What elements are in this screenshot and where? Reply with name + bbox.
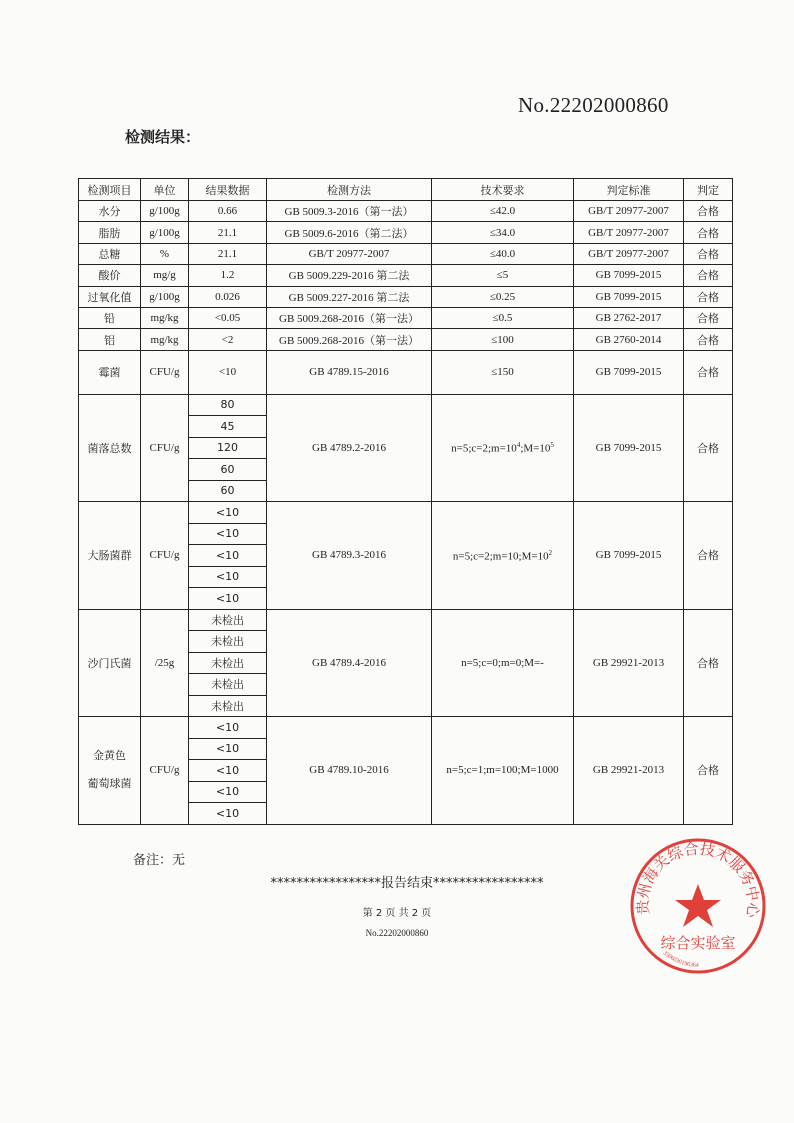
item-cell: 铅 [79, 307, 141, 328]
footer-report-number: No.22202000860 [365, 928, 429, 938]
requirement-part: n=5;c=2;m=10 [451, 442, 517, 455]
result-cell: 0.026 [189, 286, 267, 307]
item-cell [79, 502, 141, 610]
method-cell: GB 5009.6-2016（第二法） [267, 222, 432, 243]
unit-cell: CFU/g [141, 502, 189, 610]
item-cell: 脂肪 [79, 222, 141, 243]
header-cell: 结果数据 [189, 179, 267, 201]
standard-cell: GB/T 20977-2007 [574, 243, 684, 264]
unit-cell: CFU/g [141, 717, 189, 825]
unit-cell: CFU/g [141, 394, 189, 502]
method-cell: GB 5009.268-2016（第一法） [267, 329, 432, 350]
table-row [79, 286, 733, 307]
result-cell: 未检出 [189, 631, 267, 653]
requirement-part: ;M=10 [520, 442, 551, 455]
result-cell: <10 [189, 781, 267, 803]
requirement-cell: ≤40.0 [432, 243, 574, 264]
requirement-cell: ≤0.5 [432, 307, 574, 328]
item-cell: 霉菌 [79, 350, 141, 394]
verdict-cell: 合格 [684, 329, 733, 350]
table-row [79, 329, 733, 350]
standard-cell: GB 7099-2015 [574, 350, 684, 394]
result-cell: 80 [189, 394, 267, 416]
requirement-cell: ≤100 [432, 329, 574, 350]
results-table [78, 178, 733, 825]
unit-cell: mg/kg [141, 307, 189, 328]
result-cell: <10 [189, 738, 267, 760]
requirement-cell [432, 609, 574, 717]
standard-cell: GB/T 20977-2007 [574, 222, 684, 243]
table-row [79, 243, 733, 264]
seal-code: 3506030196364 [661, 950, 699, 969]
item-cell: 酸价 [79, 265, 141, 286]
standard-cell: GB 29921-2013 [574, 717, 684, 825]
table-row [79, 222, 733, 243]
table-row [79, 502, 733, 524]
standard-cell: GB 2760-2014 [574, 329, 684, 350]
requirement-cell: ≤5 [432, 265, 574, 286]
requirement-part: n=5;c=0;m=0;M=- [461, 656, 544, 669]
item-label: 沙门氏菌 [87, 656, 132, 670]
result-cell: <10 [189, 566, 267, 588]
unit-cell: mg/g [141, 265, 189, 286]
result-cell: 60 [189, 480, 267, 502]
method-cell: GB 5009.268-2016（第一法） [267, 307, 432, 328]
result-cell: <0.05 [189, 307, 267, 328]
verdict-cell: 合格 [684, 609, 733, 717]
verdict-cell: 合格 [684, 717, 733, 825]
page-number: 第 2 页 共 2 页 [362, 908, 432, 919]
requirement-part: n=5;c=1;m=100;M=1000 [446, 764, 559, 777]
verdict-cell: 合格 [684, 394, 733, 502]
result-cell: 45 [189, 416, 267, 438]
result-cell: 21.1 [189, 222, 267, 243]
standard-cell: GB 7099-2015 [574, 394, 684, 502]
method-cell: GB 4789.15-2016 [267, 350, 432, 394]
report-end-line: *****************报告结束***************** [270, 876, 544, 891]
seal-outer-text: 贵州海关综合技术服务中心 [633, 839, 763, 919]
requirement-cell: ≤42.0 [432, 201, 574, 222]
table-header [79, 179, 733, 201]
table-row [79, 350, 733, 394]
item-label: 菌落总数 [87, 441, 132, 455]
table-row [79, 265, 733, 286]
method-cell: GB 5009.229-2016 第二法 [267, 265, 432, 286]
item-cell: 过氧化值 [79, 286, 141, 307]
item-cell [79, 609, 141, 717]
result-cell: 21.1 [189, 243, 267, 264]
verdict-cell: 合格 [684, 222, 733, 243]
requirement-part: 5 [550, 441, 554, 450]
standard-cell: GB 7099-2015 [574, 502, 684, 610]
requirement-cell [432, 717, 574, 825]
unit-cell: CFU/g [141, 350, 189, 394]
result-cell: <10 [189, 545, 267, 567]
method-cell: GB 5009.227-2016 第二法 [267, 286, 432, 307]
requirement-cell: ≤34.0 [432, 222, 574, 243]
result-cell: <10 [189, 717, 267, 739]
method-cell: GB 4789.10-2016 [267, 717, 432, 825]
header-cell: 技术要求 [432, 179, 574, 201]
result-cell: 未检出 [189, 652, 267, 674]
standard-cell: GB/T 20977-2007 [574, 201, 684, 222]
header-cell: 判定 [684, 179, 733, 201]
standard-cell: GB 29921-2013 [574, 609, 684, 717]
method-cell: GB/T 20977-2007 [267, 243, 432, 264]
section-title: 检测结果： [125, 128, 201, 146]
result-cell: <10 [189, 523, 267, 545]
method-cell: GB 4789.4-2016 [267, 609, 432, 717]
seal-inner-text: 综合实验室 [660, 934, 736, 952]
result-cell: <10 [189, 760, 267, 782]
header-cell: 判定标准 [574, 179, 684, 201]
standard-cell: GB 7099-2015 [574, 286, 684, 307]
table-row [79, 717, 733, 739]
item-cell [79, 394, 141, 502]
result-cell: 120 [189, 437, 267, 459]
result-cell: <10 [189, 350, 267, 394]
requirement-part: n=5;c=2;m=10;M=10 [452, 550, 549, 563]
result-cell: <2 [189, 329, 267, 350]
verdict-cell: 合格 [684, 265, 733, 286]
table-row [79, 394, 733, 416]
verdict-cell: 合格 [684, 350, 733, 394]
method-cell: GB 4789.3-2016 [267, 502, 432, 610]
unit-cell: /25g [141, 609, 189, 717]
report-number: No.22202000860 [518, 93, 669, 117]
result-cell: 60 [189, 459, 267, 481]
requirement-cell: ≤150 [432, 350, 574, 394]
item-cell: 水分 [79, 201, 141, 222]
standard-cell: GB 2762-2017 [574, 307, 684, 328]
item-label: 葡萄球菌 [87, 777, 132, 791]
verdict-cell: 合格 [684, 286, 733, 307]
requirement-cell: ≤0.25 [432, 286, 574, 307]
standard-cell: GB 7099-2015 [574, 265, 684, 286]
item-cell: 总糖 [79, 243, 141, 264]
method-cell: GB 5009.3-2016（第一法） [267, 201, 432, 222]
requirement-part: 4 [516, 441, 521, 450]
result-cell: <10 [189, 502, 267, 524]
result-cell: <10 [189, 803, 267, 825]
result-cell: 未检出 [189, 695, 267, 717]
result-cell: 0.66 [189, 201, 267, 222]
result-cell: 未检出 [189, 674, 267, 696]
header-cell: 检测项目 [79, 179, 141, 201]
result-cell: 未检出 [189, 609, 267, 631]
table-row [79, 307, 733, 328]
item-label: 金黄色 [93, 749, 126, 763]
unit-cell: g/100g [141, 201, 189, 222]
item-label: 大肠菌群 [87, 549, 132, 563]
requirement-cell [432, 394, 574, 502]
result-cell: 1.2 [189, 265, 267, 286]
unit-cell: mg/kg [141, 329, 189, 350]
remark: 备注：无 [133, 853, 186, 868]
unit-cell: g/100g [141, 286, 189, 307]
verdict-cell: 合格 [684, 307, 733, 328]
verdict-cell: 合格 [684, 502, 733, 610]
result-cell: <10 [189, 588, 267, 610]
verdict-cell: 合格 [684, 243, 733, 264]
item-cell: 铝 [79, 329, 141, 350]
header-cell: 单位 [141, 179, 189, 201]
table-row [79, 609, 733, 631]
header-cell: 检测方法 [267, 179, 432, 201]
requirement-cell [432, 502, 574, 610]
verdict-cell: 合格 [684, 201, 733, 222]
unit-cell: g/100g [141, 222, 189, 243]
requirement-part: 2 [548, 548, 553, 557]
item-cell [79, 717, 141, 825]
method-cell: GB 4789.2-2016 [267, 394, 432, 502]
table-row [79, 201, 733, 222]
unit-cell: % [141, 243, 189, 264]
